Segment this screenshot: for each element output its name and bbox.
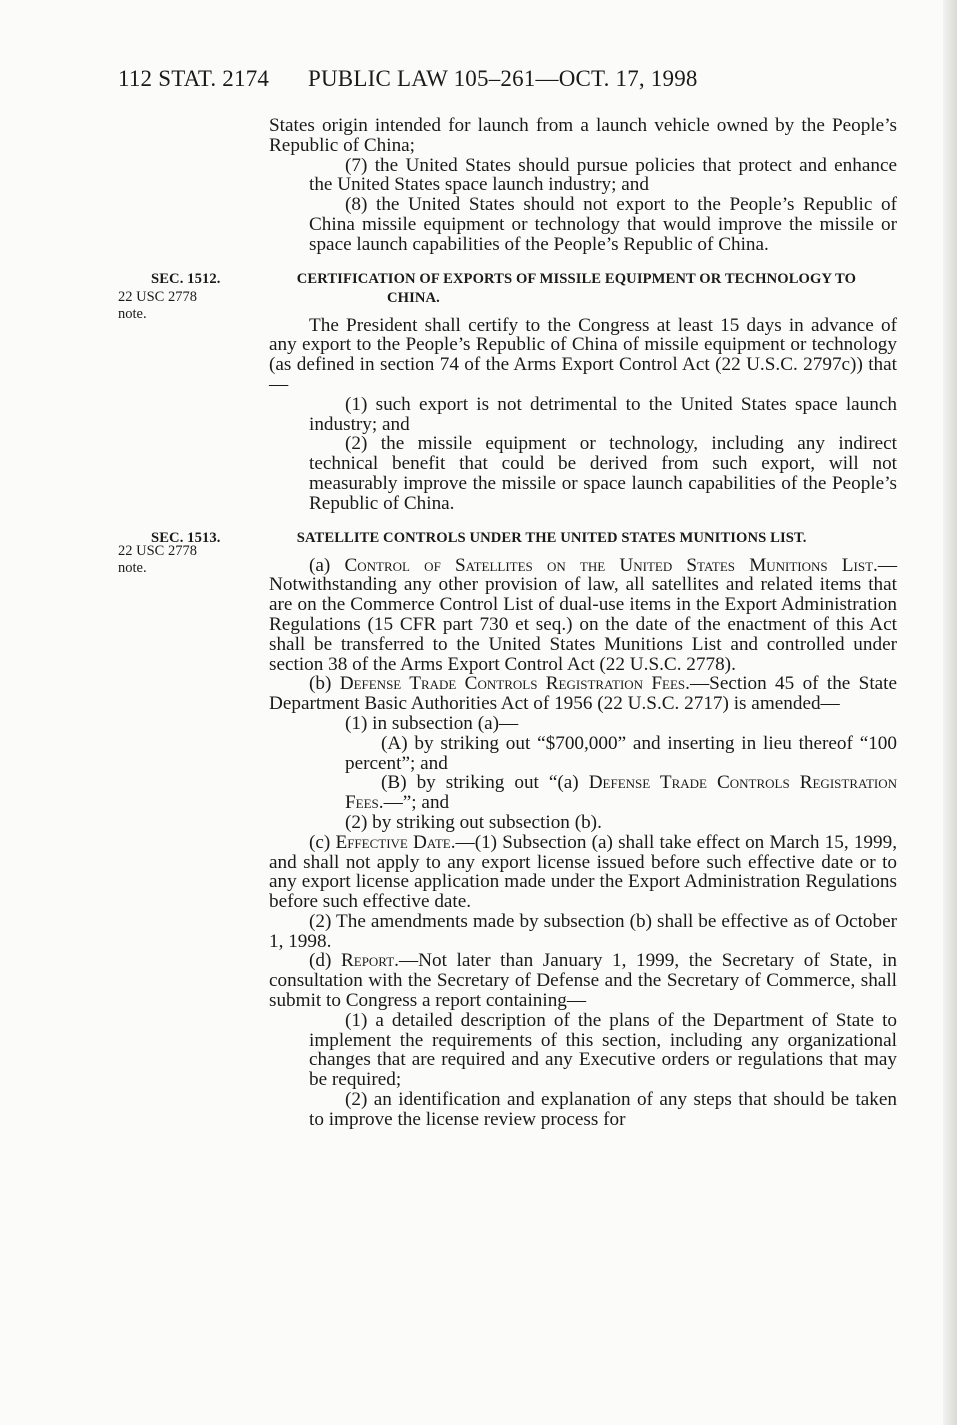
paragraph-8: (8) the United States should not export to the People’s Republic of China missile equipment or technology that would improve the missile or space launch capabilities of the People’s Republic of China. [309, 194, 897, 255]
subsection-b [269, 674, 897, 714]
statute-page-number: 112 STAT. 2174 [118, 66, 270, 91]
subsection-a [269, 556, 897, 675]
subsection-b-item-1: (1) in subsection (a)— [345, 712, 519, 734]
margin-note-label: note. [118, 306, 147, 322]
subsection-b-item-B [269, 773, 897, 813]
subsection-c-label: (c) [309, 831, 336, 853]
subsection-b-heading: Defense Trade Controls Registration Fees. [339, 673, 690, 695]
subsection-c-text: —(1) Subsection (a) shall take effect on March 15, 1999, and shall not apply to any export license issued before such effective date or to any export license application made under the Export Administration Regulations before such effective date. [269, 831, 898, 913]
section-1512-item-1: (1) such export is not detrimental to the United States space launch industry; and [309, 393, 897, 435]
section-1512-text: The President shall certify to the Congress at least 15 days in advance of any export to the People’s Republic of China of missile equipment or technology (as defined in section 74 of the Arms Export Control Act (22 U.S.C. 2797c)) that— [269, 314, 897, 395]
subsection-a-heading: Control of Satellites on the United States Munitions List. [344, 554, 878, 576]
margin-note-sec-1512 [118, 289, 258, 323]
public-law-citation: PUBLIC LAW 105–261—OCT. 17, 1998 [308, 66, 698, 91]
item-B-prefix: (B) by striking out “(a) [381, 772, 589, 794]
subsection-d-heading: Report. [340, 950, 399, 972]
margin-note-usc: 22 USC 2778 [118, 543, 197, 559]
section-1512-title: CERTIFICATION OF EXPORTS OF MISSILE EQUIPMENT OR TECHNOLOGY TO CHINA. [296, 270, 857, 306]
subsection-d [269, 951, 897, 1010]
subsection-d-text: —Not later than January 1, 1999, the Secretary of State, in consultation with the Secretary of Defense and the Secretary of Commerce, shall submit to Congress a report containing— [269, 950, 897, 1012]
subsection-c-heading: Effective Date. [335, 831, 456, 853]
section-1513-title: SATELLITE CONTROLS UNDER THE UNITED STATES MUNITIONS LIST. [296, 529, 807, 546]
subsection-c [269, 833, 897, 912]
subsection-d-item-1: (1) a detailed description of the plans of the Department of State to implement the requirements of this section, including any organizational changes that are required and any Executive orders or regulations that may be required; [309, 1009, 897, 1091]
subsection-d-item-2: (2) an identification and explanation of any steps that should be taken to improve the license review process for [309, 1089, 897, 1130]
subsection-b-item-2: (2) by striking out subsection (b). [345, 811, 602, 833]
item-B-heading: Defense Trade Controls Registration Fees. [345, 772, 897, 814]
subsection-b-text: —Section 45 of the State Department Basic Authorities Act of 1956 (22 U.S.C. 2717) is amended— [269, 673, 898, 715]
subsection-a-text: —Notwithstanding any other provision of law, all satellites and related items that are on the Commerce Control List of dual-use items in the Export Administration Regulations (15 CFR part 730 et seq.) on the date of the enactment of this Act shall be transferred to the United States Munitions List and controlled under section 38 of the Arms Export Control Act (22 U.S.C. 2778). [269, 554, 898, 675]
item-B-suffix: —”; and [383, 792, 450, 814]
margin-note-sec-1513 [118, 543, 258, 577]
paragraph-continuation: States origin intended for launch from a launch vehicle owned by the People’s Republic of China; [269, 115, 897, 156]
section-1513-number: SEC. 1513. [151, 529, 221, 546]
statute-body [151, 115, 898, 1130]
subsection-b-label: (b) [309, 673, 340, 695]
subsection-d-label: (d) [309, 950, 341, 972]
subsection-b-item-A: (A) by striking out “$700,000” and inserting in lieu thereof “100 percent”; and [345, 732, 897, 774]
margin-note-usc: 22 USC 2778 [118, 289, 197, 305]
section-1512-item-2: (2) the missile equipment or technology, including any indirect technical benefit that could be derived from such export, will not measurably improve the missile or space launch capabilities of the People’s Republic of China. [309, 433, 897, 514]
subsection-a-label: (a) [309, 554, 345, 576]
margin-note-label: note. [118, 560, 147, 576]
section-1512-number: SEC. 1512. [151, 270, 221, 287]
page-edge-shadow [943, 0, 957, 1425]
paragraph-7: (7) the United States should pursue policies that protect and enhance the United States space launch industry; and [309, 154, 897, 196]
subsection-c-item-2: (2) The amendments made by subsection (b) shall be effective as of October 1, 1998. [269, 910, 897, 952]
section-1513-heading [151, 529, 897, 548]
